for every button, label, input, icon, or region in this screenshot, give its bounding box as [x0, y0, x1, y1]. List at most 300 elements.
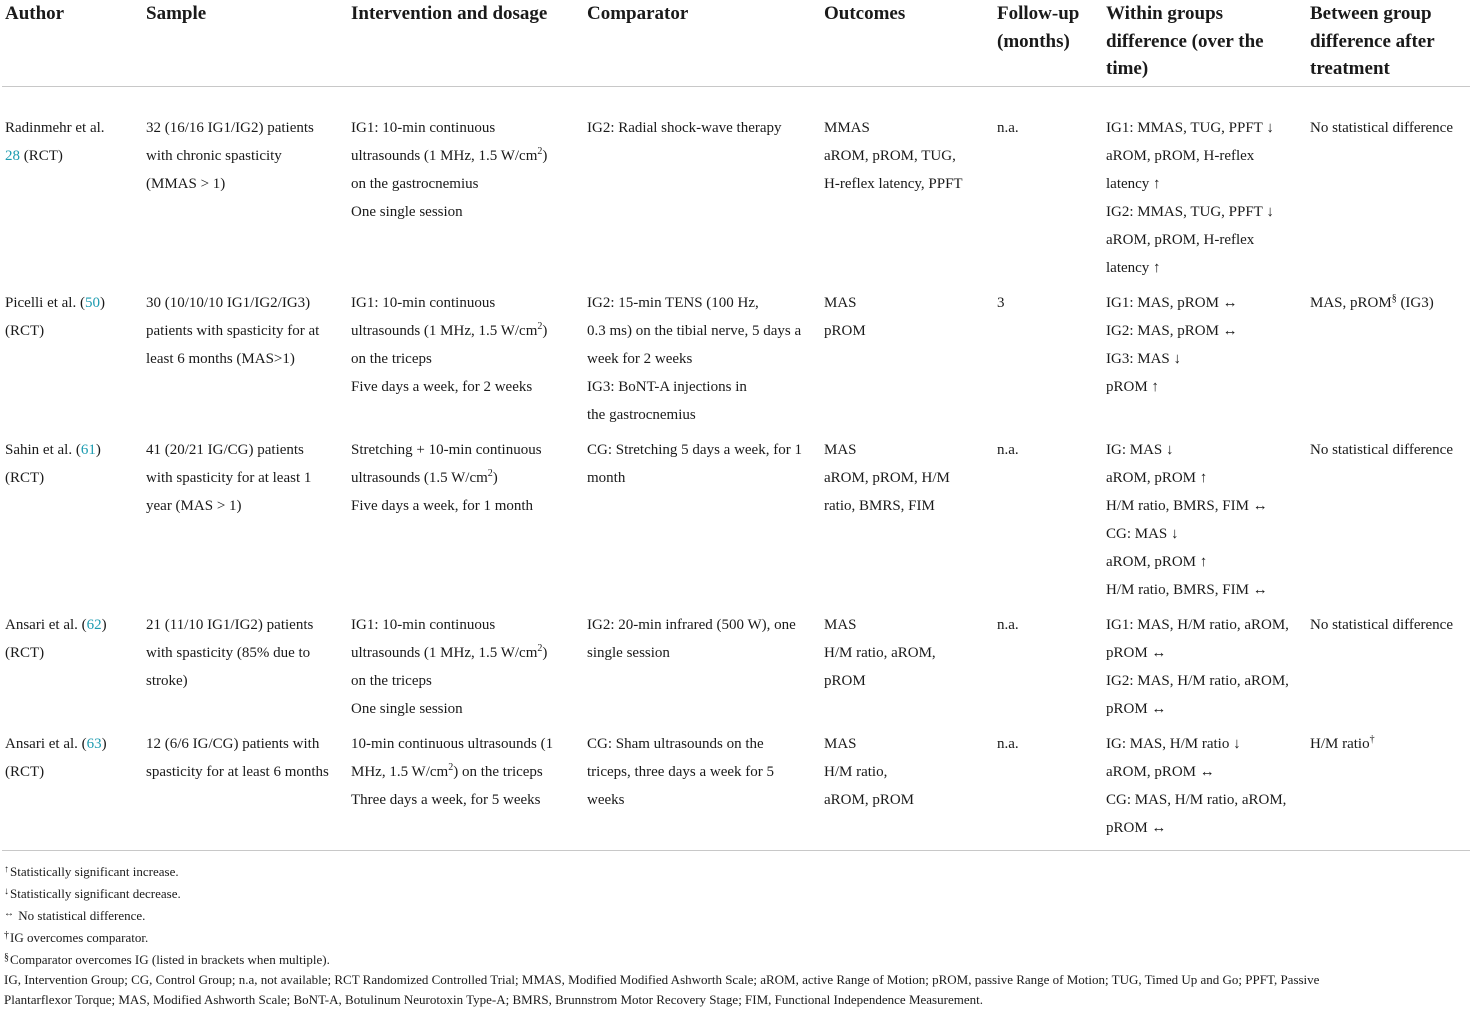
cell-text: MAS [824, 616, 857, 633]
cell-text: ) [492, 469, 498, 486]
superscript: 2 [537, 320, 543, 332]
footnote [4, 970, 1470, 990]
footnote-text: IG, Intervention Group; CG, Control Group; n.a, not available; RCT Randomized Controlled Trial; MMAS, Modified Modified Ashworth Scale; aROM, active Range of Motion; pROM, passive Range of Motion; TUG, Timed Up and Go; PPFT, Passive [4, 972, 1320, 987]
cell-line [824, 114, 990, 142]
cell-line [146, 170, 344, 198]
cell-line [824, 492, 990, 520]
cell-line [146, 639, 344, 667]
cell-text: aROM, pROM, TUG, [824, 147, 956, 164]
cell-text: 41 (20/21 IG/CG) patients [146, 441, 304, 458]
cell-text: 21 (11/10 IG1/IG2) patients [146, 616, 314, 633]
cell-text: Sahin et al. ( [5, 441, 81, 458]
cell-text: Ansari et al. ( [5, 735, 87, 752]
cell-line [997, 436, 1099, 464]
cell-text: Radinmehr et al. [5, 119, 105, 136]
cell-follow-up [994, 723, 1103, 851]
cell-text: Three days a week, for 5 weeks [351, 791, 541, 808]
footnote-text: Statistically significant increase. [10, 864, 179, 879]
footnote [4, 990, 1470, 1010]
cell-text: H/M ratio, BMRS, FIM ↔ [1106, 497, 1268, 514]
cell-text: weeks [587, 791, 625, 808]
footnote-mark: † [4, 930, 9, 941]
cell-text: IG1: MAS, pROM ↔ [1106, 294, 1238, 311]
cell-line [1106, 436, 1303, 464]
cell-comparator [584, 723, 821, 851]
cell-line [351, 639, 580, 667]
cell-line [824, 142, 990, 170]
cell-line [824, 289, 990, 317]
cell-line [1106, 226, 1303, 254]
cell-line [351, 436, 580, 464]
cell-text: ) [101, 616, 107, 633]
cell-line [587, 401, 817, 429]
cell-sample [143, 429, 348, 604]
cell-within-groups [1103, 282, 1307, 429]
cell-line [1106, 317, 1303, 345]
cell-line [587, 317, 817, 345]
cell-text: H/M ratio, [824, 763, 888, 780]
cell-line [824, 611, 990, 639]
cell-text: ) [101, 735, 107, 752]
cell-line [587, 639, 817, 667]
footnote-mark: ↔ [4, 908, 14, 919]
cell-line [1310, 114, 1466, 142]
reference-link[interactable]: 63 [86, 735, 102, 752]
cell-text: CG: MAS, H/M ratio, aROM, [1106, 791, 1287, 808]
header-line: time) [1106, 58, 1149, 79]
cell-line [146, 317, 344, 345]
cell-text: H/M ratio [1310, 735, 1370, 752]
cell-line [5, 464, 139, 492]
cell-text: CG: Sham ultrasounds on the [587, 735, 764, 752]
cell-line [351, 289, 580, 317]
cell-text: on the triceps [351, 672, 432, 689]
cell-text: Five days a week, for 2 weeks [351, 378, 533, 395]
cell-text: ) [542, 322, 548, 339]
cell-text: One single session [351, 700, 463, 717]
cell-line [5, 730, 139, 758]
reference-link[interactable]: 50 [84, 294, 100, 311]
header-between-group [1307, 0, 1470, 86]
cell-outcomes [821, 723, 994, 851]
cell-line [587, 436, 817, 464]
cell-text: IG3: MAS ↓ [1106, 350, 1182, 367]
cell-line [5, 114, 139, 142]
cell-text: pROM [824, 322, 866, 339]
cell-text: n.a. [997, 616, 1019, 633]
cell-text: pROM ↔ [1106, 700, 1167, 717]
cell-line [5, 758, 139, 786]
cell-line [1310, 289, 1466, 317]
cell-line [1106, 548, 1303, 576]
table-header [2, 0, 1470, 86]
cell-text: H/M ratio, aROM, [824, 644, 936, 661]
footnote-text: Statistically significant decrease. [10, 886, 181, 901]
cell-text: IG2: Radial shock-wave therapy [587, 119, 782, 136]
cell-line [351, 758, 580, 786]
cell-line [1106, 667, 1303, 695]
table-row [2, 723, 1470, 851]
cell-text: CG: Stretching 5 days a week, for 1 [587, 441, 802, 458]
cell-author [2, 282, 143, 429]
cell-text: single session [587, 644, 670, 661]
cell-line [146, 758, 344, 786]
header-line: treatment [1310, 58, 1390, 79]
cell-text: No statistical difference [1310, 441, 1453, 458]
cell-text: year (MAS > 1) [146, 497, 242, 514]
cell-text: ) on the triceps [453, 763, 543, 780]
cell-line [997, 289, 1099, 317]
header-line: Intervention and dosage [351, 3, 548, 24]
cell-outcomes [821, 604, 994, 723]
cell-comparator [584, 282, 821, 429]
cell-line [146, 436, 344, 464]
footnote-text: No statistical difference. [15, 908, 146, 923]
cell-text: n.a. [997, 119, 1019, 136]
cell-text: pROM [824, 672, 866, 689]
cell-text: month [587, 469, 626, 486]
cell-text: Picelli et al. ( [5, 294, 85, 311]
cell-outcomes [821, 86, 994, 282]
footnote-text: Comparator overcomes IG (listed in brackets when multiple). [10, 952, 330, 967]
footnote [4, 904, 1470, 926]
cell-line [351, 611, 580, 639]
header-line: Sample [146, 3, 207, 24]
cell-text: on the triceps [351, 350, 432, 367]
cell-text: No statistical difference [1310, 119, 1453, 136]
cell-line [997, 114, 1099, 142]
header-outcomes [821, 0, 994, 86]
cell-text: (RCT) [5, 469, 45, 486]
header-line: Within groups [1106, 3, 1224, 24]
footnote [4, 948, 1470, 970]
cell-intervention [348, 282, 584, 429]
cell-text: H-reflex latency, PPFT [824, 175, 963, 192]
cell-text: ) [542, 147, 548, 164]
cell-line [824, 436, 990, 464]
cell-text: ultrasounds (1 MHz, 1.5 W/cm [351, 147, 538, 164]
cell-text: IG1: MAS, H/M ratio, aROM, [1106, 616, 1289, 633]
study-table [2, 0, 1470, 851]
cell-text: the gastrocnemius [587, 406, 696, 423]
cell-line [1106, 576, 1303, 604]
cell-text: aROM, pROM [824, 791, 915, 808]
cell-text: Five days a week, for 1 month [351, 497, 534, 514]
cell-text: with spasticity for at least 1 [146, 469, 312, 486]
header-follow-up [994, 0, 1103, 86]
cell-text: Stretching + 10-min continuous [351, 441, 542, 458]
cell-text: n.a. [997, 735, 1019, 752]
cell-text: IG2: MMAS, TUG, PPFT ↓ [1106, 203, 1274, 220]
cell-text: on the gastrocnemius [351, 175, 479, 192]
cell-text: 3 [997, 294, 1005, 311]
cell-sample [143, 723, 348, 851]
footnote-mark: ↓ [4, 886, 9, 897]
footnote [4, 882, 1470, 904]
cell-text: least 6 months (MAS>1) [146, 350, 295, 367]
cell-line [5, 611, 139, 639]
cell-line [824, 786, 990, 814]
footnote-text: Plantarflexor Torque; MAS, Modified Ashworth Scale; BoNT-A, Botulinum Neurotoxin Type-A; BMRS, Brunnstrom Motor Recovery Stage; FIM, Functional Independence Measurement. [4, 992, 983, 1007]
table-footnotes [4, 860, 1470, 1010]
cell-line [1106, 520, 1303, 548]
cell-follow-up [994, 86, 1103, 282]
cell-author [2, 723, 143, 851]
cell-intervention [348, 86, 584, 282]
cell-within-groups [1103, 429, 1307, 604]
cell-line [587, 758, 817, 786]
cell-line [1106, 492, 1303, 520]
cell-line [1310, 436, 1466, 464]
cell-between-group [1307, 723, 1470, 851]
cell-line [1106, 611, 1303, 639]
cell-text: IG2: 15-min TENS (100 Hz, [587, 294, 759, 311]
cell-text: CG: MAS ↓ [1106, 525, 1179, 542]
reference-link[interactable]: 62 [86, 616, 102, 633]
cell-text: (RCT) [20, 147, 63, 164]
cell-text: ) [95, 441, 101, 458]
cell-line [587, 289, 817, 317]
cell-line [146, 114, 344, 142]
cell-text: IG1: 10-min continuous [351, 119, 496, 136]
cell-text: aROM, pROM, H/M [824, 469, 950, 486]
cell-sample [143, 86, 348, 282]
header-line: difference (over the [1106, 30, 1264, 52]
cell-line [1106, 758, 1303, 786]
cell-line [351, 695, 580, 723]
header-line: Outcomes [824, 3, 906, 24]
cell-text: pROM ↔ [1106, 644, 1167, 661]
cell-comparator [584, 604, 821, 723]
cell-text: MHz, 1.5 W/cm [351, 763, 449, 780]
header-sample [143, 0, 348, 86]
superscript: 2 [537, 145, 543, 157]
cell-text: IG2: MAS, H/M ratio, aROM, [1106, 672, 1289, 689]
header-author [2, 0, 143, 86]
cell-text: No statistical difference [1310, 616, 1453, 633]
cell-text: aROM, pROM ↔ [1106, 763, 1215, 780]
cell-line [5, 436, 139, 464]
cell-line [146, 611, 344, 639]
cell-text: n.a. [997, 441, 1019, 458]
cell-line [351, 730, 580, 758]
cell-line [1106, 114, 1303, 142]
cell-sample [143, 604, 348, 723]
cell-line [351, 142, 580, 170]
cell-line [587, 345, 817, 373]
cell-line [1106, 254, 1303, 282]
cell-outcomes [821, 429, 994, 604]
cell-line [1106, 198, 1303, 226]
header-line: (months) [997, 30, 1070, 52]
cell-text: triceps, three days a week for 5 [587, 763, 775, 780]
cell-text: H/M ratio, BMRS, FIM ↔ [1106, 581, 1268, 598]
cell-line [824, 170, 990, 198]
cell-line [1310, 611, 1466, 639]
cell-line [1106, 464, 1303, 492]
cell-text: (IG3) [1396, 294, 1434, 311]
cell-text: ultrasounds (1 MHz, 1.5 W/cm [351, 644, 538, 661]
cell-line [587, 114, 817, 142]
cell-comparator [584, 86, 821, 282]
header-within-groups [1103, 0, 1307, 86]
cell-line [997, 611, 1099, 639]
cell-line [146, 492, 344, 520]
cell-text: aROM, pROM, H-reflex [1106, 147, 1255, 164]
cell-line [146, 667, 344, 695]
cell-between-group [1307, 86, 1470, 282]
cell-text: MMAS [824, 119, 870, 136]
cell-text: (RCT) [5, 322, 45, 339]
cell-outcomes [821, 282, 994, 429]
header-intervention [348, 0, 584, 86]
cell-line [587, 786, 817, 814]
cell-text: IG: MAS, H/M ratio ↓ [1106, 735, 1241, 752]
cell-text: 0.3 ms) on the tibial nerve, 5 days a [587, 322, 802, 339]
cell-text: MAS [824, 735, 857, 752]
header-line: Follow-up [997, 3, 1080, 24]
cell-text: IG2: 20-min infrared (500 W), one [587, 616, 796, 633]
cell-line [1106, 373, 1303, 401]
footnote [4, 860, 1470, 882]
cell-text: patients with spasticity for at [146, 322, 320, 339]
cell-text: 32 (16/16 IG1/IG2) patients [146, 119, 314, 136]
cell-text: (RCT) [5, 644, 45, 661]
footnote-mark: § [4, 952, 9, 963]
cell-text: MAS [824, 294, 857, 311]
cell-line [5, 317, 139, 345]
superscript: § [1391, 292, 1397, 304]
cell-text: IG1: MMAS, TUG, PPFT ↓ [1106, 119, 1274, 136]
cell-line [351, 492, 580, 520]
cell-text: ) [542, 644, 548, 661]
cell-intervention [348, 429, 584, 604]
cell-text: ratio, BMRS, FIM [824, 497, 935, 514]
cell-text: IG1: 10-min continuous [351, 616, 496, 633]
cell-between-group [1307, 604, 1470, 723]
cell-line [1106, 730, 1303, 758]
cell-author [2, 86, 143, 282]
superscript: 2 [537, 642, 543, 654]
cell-line [351, 317, 580, 345]
cell-line [351, 198, 580, 226]
cell-between-group [1307, 429, 1470, 604]
cell-line [1106, 639, 1303, 667]
cell-line [351, 464, 580, 492]
reference-link[interactable]: 61 [80, 441, 96, 458]
cell-text: spasticity for at least 6 months [146, 763, 329, 780]
cell-line [5, 289, 139, 317]
cell-within-groups [1103, 723, 1307, 851]
cell-line [1106, 814, 1303, 842]
cell-line [351, 667, 580, 695]
cell-text: aROM, pROM ↑ [1106, 469, 1208, 486]
cell-follow-up [994, 429, 1103, 604]
cell-text: latency ↑ [1106, 259, 1161, 276]
table-row [2, 604, 1470, 723]
cell-text: 12 (6/6 IG/CG) patients with [146, 735, 320, 752]
cell-comparator [584, 429, 821, 604]
cell-intervention [348, 604, 584, 723]
cell-line [146, 730, 344, 758]
superscript: 2 [487, 467, 493, 479]
cell-line [824, 667, 990, 695]
cell-line [5, 142, 139, 170]
cell-line [824, 639, 990, 667]
cell-line [587, 611, 817, 639]
cell-text: One single session [351, 203, 463, 220]
cell-line [5, 639, 139, 667]
cell-follow-up [994, 282, 1103, 429]
footnote [4, 926, 1470, 948]
cell-within-groups [1103, 604, 1307, 723]
cell-text: 30 (10/10/10 IG1/IG2/IG3) [146, 294, 311, 311]
cell-line [1106, 345, 1303, 373]
cell-line [997, 730, 1099, 758]
header-line: Author [5, 3, 65, 24]
cell-line [587, 373, 817, 401]
cell-line [1106, 695, 1303, 723]
cell-text: MAS [824, 441, 857, 458]
footnote-text: IG overcomes comparator. [10, 930, 149, 945]
cell-text: MAS, pROM [1310, 294, 1392, 311]
cell-line [351, 170, 580, 198]
cell-line [1106, 142, 1303, 170]
cell-text: with spasticity (85% due to [146, 644, 311, 661]
cell-text: week for 2 weeks [587, 350, 693, 367]
cell-line [1106, 170, 1303, 198]
cell-line [824, 730, 990, 758]
cell-line [824, 758, 990, 786]
cell-line [1310, 730, 1466, 758]
cell-text: Ansari et al. ( [5, 616, 87, 633]
cell-line [824, 464, 990, 492]
table-row [2, 86, 1470, 282]
table-row [2, 429, 1470, 604]
cell-text: (RCT) [5, 763, 45, 780]
cell-line [146, 142, 344, 170]
header-row [2, 0, 1470, 86]
superscript: 2 [448, 761, 454, 773]
cell-line [824, 317, 990, 345]
table-body [2, 86, 1470, 850]
cell-intervention [348, 723, 584, 851]
table-row [2, 282, 1470, 429]
cell-line [351, 373, 580, 401]
cell-text: aROM, pROM, H-reflex [1106, 231, 1255, 248]
cell-author [2, 429, 143, 604]
header-line: difference after [1310, 30, 1435, 52]
cell-text: stroke) [146, 672, 188, 689]
cell-text: pROM ↑ [1106, 378, 1159, 395]
cell-text: latency ↑ [1106, 175, 1161, 192]
cell-line [1106, 289, 1303, 317]
cell-text: with chronic spasticity [146, 147, 282, 164]
cell-text: aROM, pROM ↑ [1106, 553, 1208, 570]
cell-text: 10-min continuous ultrasounds (1 [351, 735, 554, 752]
cell-line [146, 345, 344, 373]
cell-text: pROM ↔ [1106, 819, 1167, 836]
cell-line [351, 345, 580, 373]
header-line: Between group [1310, 3, 1432, 24]
cell-text: ultrasounds (1 MHz, 1.5 W/cm [351, 322, 538, 339]
cell-sample [143, 282, 348, 429]
cell-text: (MMAS > 1) [146, 175, 226, 192]
reference-link[interactable]: 28 [5, 147, 20, 164]
cell-text: IG3: BoNT-A injections in [587, 378, 747, 395]
cell-text: IG2: MAS, pROM ↔ [1106, 322, 1238, 339]
cell-author [2, 604, 143, 723]
